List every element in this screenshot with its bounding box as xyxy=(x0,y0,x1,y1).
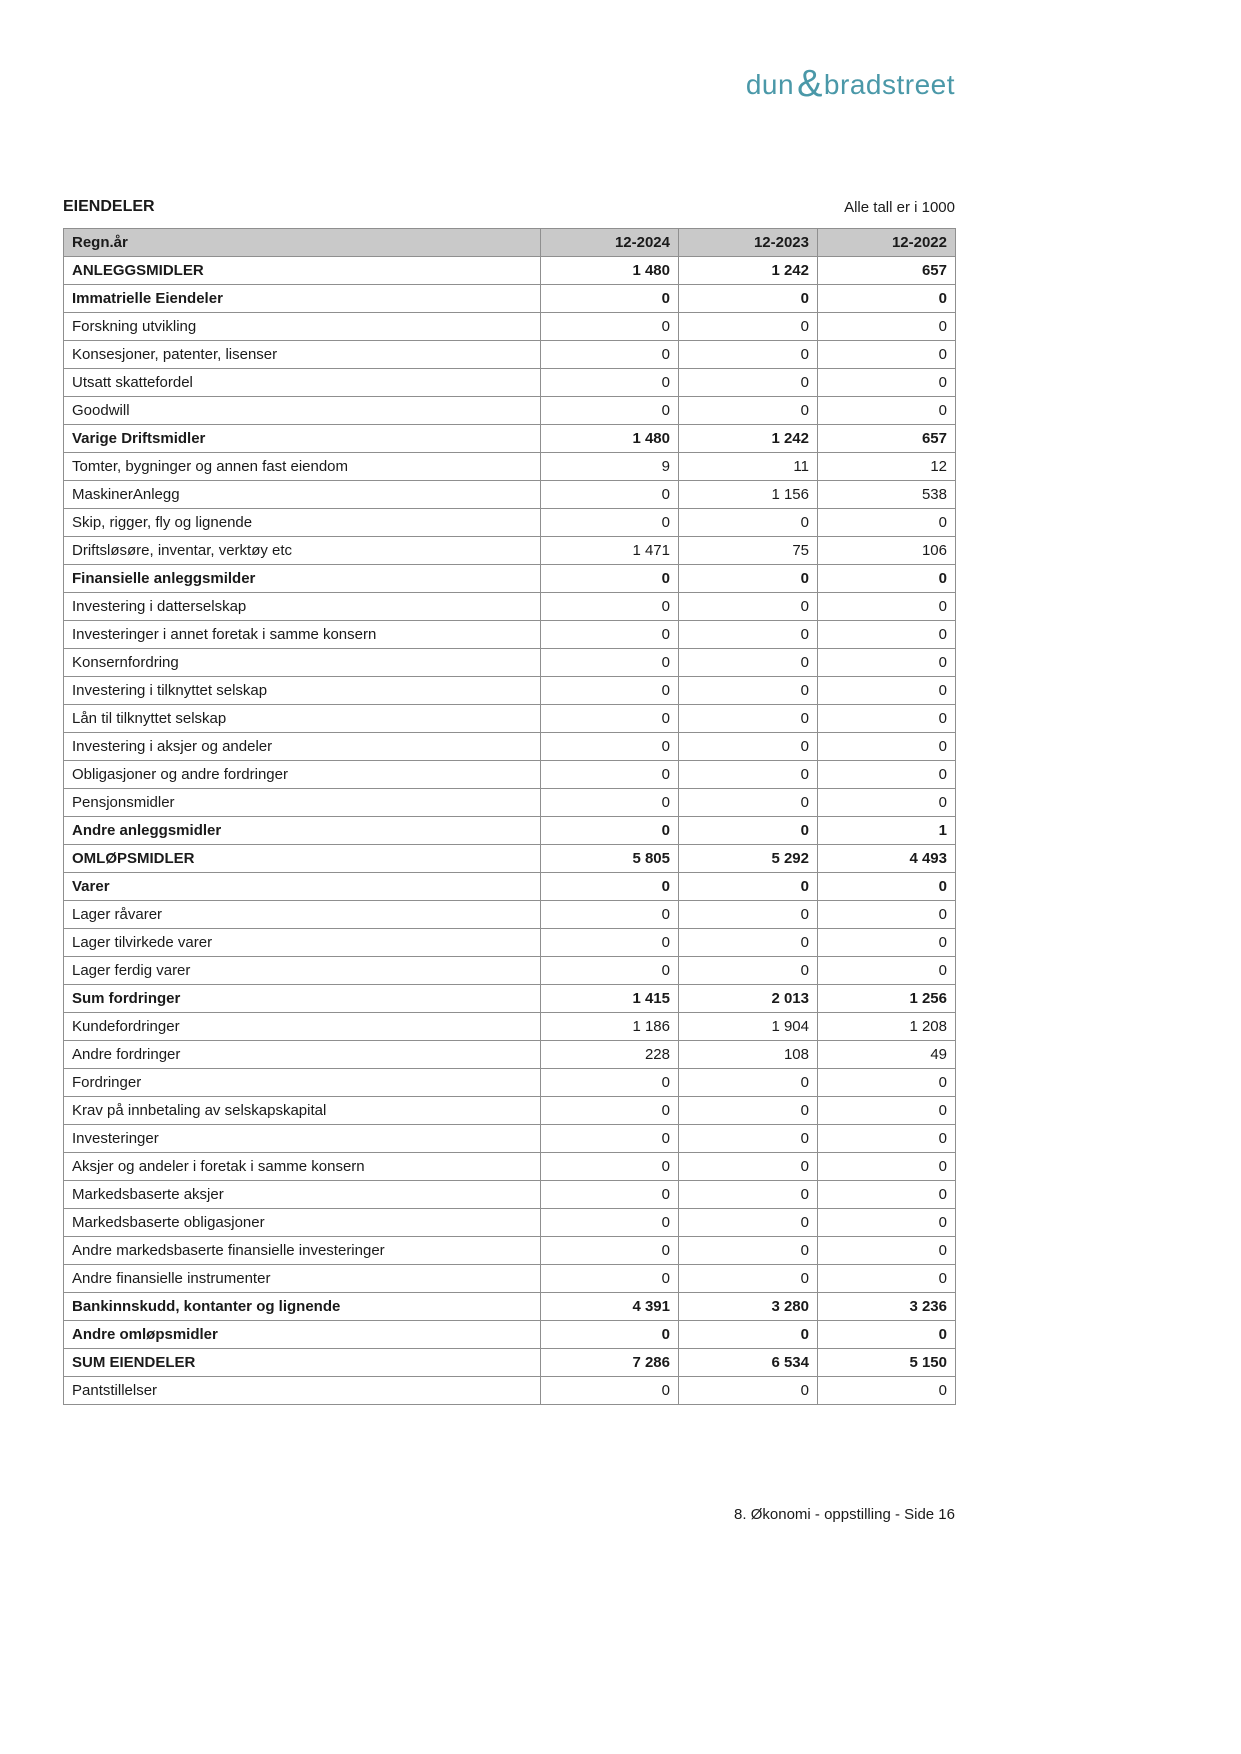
table-row xyxy=(64,705,956,733)
table-row xyxy=(64,1349,956,1377)
row-value: 0 xyxy=(541,901,679,929)
row-label: ANLEGGSMIDLER xyxy=(64,257,541,285)
row-value: 3 236 xyxy=(818,1293,956,1321)
row-value: 0 xyxy=(818,1265,956,1293)
row-value: 0 xyxy=(679,957,818,985)
row-label: Aksjer og andeler i foretak i samme konsern xyxy=(64,1153,541,1181)
column-header-2024: 12-2024 xyxy=(541,229,679,257)
row-label: Tomter, bygninger og annen fast eiendom xyxy=(64,453,541,481)
row-value: 0 xyxy=(818,649,956,677)
row-value: 657 xyxy=(818,257,956,285)
table-row xyxy=(64,1181,956,1209)
row-value: 0 xyxy=(541,1209,679,1237)
table-row xyxy=(64,817,956,845)
table-row xyxy=(64,257,956,285)
row-label: Markedsbaserte obligasjoner xyxy=(64,1209,541,1237)
table-row xyxy=(64,1125,956,1153)
row-label: Andre omløpsmidler xyxy=(64,1321,541,1349)
row-value: 0 xyxy=(818,1125,956,1153)
row-value: 0 xyxy=(541,481,679,509)
table-row xyxy=(64,1153,956,1181)
row-value: 0 xyxy=(541,733,679,761)
table-row xyxy=(64,565,956,593)
table-row xyxy=(64,481,956,509)
units-note: Alle tall er i 1000 xyxy=(844,199,955,216)
row-value: 0 xyxy=(679,1321,818,1349)
page-footer: 8. Økonomi - oppstilling - Side 16 xyxy=(734,1506,955,1523)
row-value: 1 415 xyxy=(541,985,679,1013)
row-label: Investering i datterselskap xyxy=(64,593,541,621)
row-label: Sum fordringer xyxy=(64,985,541,1013)
row-label: Andre markedsbaserte finansielle investeringer xyxy=(64,1237,541,1265)
row-label: Konsernfordring xyxy=(64,649,541,677)
row-label: Finansielle anleggsmilder xyxy=(64,565,541,593)
row-label: Markedsbaserte aksjer xyxy=(64,1181,541,1209)
row-label: Varer xyxy=(64,873,541,901)
table-row xyxy=(64,761,956,789)
row-value: 0 xyxy=(818,1181,956,1209)
dun-bradstreet-logo xyxy=(745,63,955,105)
row-value: 4 493 xyxy=(818,845,956,873)
row-value: 3 280 xyxy=(679,1293,818,1321)
row-value: 75 xyxy=(679,537,818,565)
table-row xyxy=(64,789,956,817)
table-row xyxy=(64,1097,956,1125)
row-value: 106 xyxy=(818,537,956,565)
row-value: 0 xyxy=(818,1377,956,1405)
row-value: 5 150 xyxy=(818,1349,956,1377)
row-value: 0 xyxy=(541,1237,679,1265)
table-row xyxy=(64,397,956,425)
row-label: Lån til tilknyttet selskap xyxy=(64,705,541,733)
row-value: 0 xyxy=(818,789,956,817)
table-row xyxy=(64,425,956,453)
row-value: 0 xyxy=(679,1265,818,1293)
row-value: 5 805 xyxy=(541,845,679,873)
row-label: Varige Driftsmidler xyxy=(64,425,541,453)
row-value: 1 xyxy=(818,817,956,845)
row-label: Andre finansielle instrumenter xyxy=(64,1265,541,1293)
row-value: 657 xyxy=(818,425,956,453)
section-title: EIENDELER xyxy=(63,198,155,215)
row-value: 0 xyxy=(679,341,818,369)
row-value: 0 xyxy=(818,313,956,341)
row-value: 1 480 xyxy=(541,425,679,453)
row-value: 1 242 xyxy=(679,425,818,453)
row-value: 0 xyxy=(541,649,679,677)
row-label: SUM EIENDELER xyxy=(64,1349,541,1377)
row-value: 0 xyxy=(679,313,818,341)
table-row xyxy=(64,1321,956,1349)
row-value: 9 xyxy=(541,453,679,481)
row-value: 0 xyxy=(818,369,956,397)
row-value: 0 xyxy=(818,1209,956,1237)
row-value: 0 xyxy=(818,397,956,425)
row-value: 0 xyxy=(541,761,679,789)
row-value: 0 xyxy=(679,285,818,313)
row-label: Fordringer xyxy=(64,1069,541,1097)
row-label: Forskning utvikling xyxy=(64,313,541,341)
row-value: 6 534 xyxy=(679,1349,818,1377)
row-value: 0 xyxy=(818,565,956,593)
row-value: 0 xyxy=(818,509,956,537)
row-value: 0 xyxy=(541,1181,679,1209)
table-body xyxy=(64,257,956,1405)
table-row xyxy=(64,733,956,761)
row-value: 0 xyxy=(818,901,956,929)
row-label: OMLØPSMIDLER xyxy=(64,845,541,873)
row-value: 0 xyxy=(541,1321,679,1349)
column-header-2023: 12-2023 xyxy=(679,229,818,257)
table-row xyxy=(64,873,956,901)
logo-word-dun: dun xyxy=(745,69,795,100)
row-value: 0 xyxy=(679,873,818,901)
table-row xyxy=(64,453,956,481)
row-value: 1 256 xyxy=(818,985,956,1013)
row-value: 0 xyxy=(541,285,679,313)
table-row xyxy=(64,957,956,985)
table-row xyxy=(64,901,956,929)
row-value: 0 xyxy=(818,1153,956,1181)
row-label: Pantstillelser xyxy=(64,1377,541,1405)
column-header-2022: 12-2022 xyxy=(818,229,956,257)
row-value: 0 xyxy=(679,397,818,425)
row-value: 0 xyxy=(818,341,956,369)
row-value: 0 xyxy=(679,901,818,929)
row-value: 0 xyxy=(679,369,818,397)
row-value: 0 xyxy=(679,789,818,817)
row-value: 0 xyxy=(679,1097,818,1125)
row-value: 228 xyxy=(541,1041,679,1069)
row-value: 0 xyxy=(818,285,956,313)
row-value: 0 xyxy=(818,873,956,901)
row-label: Driftsløsøre, inventar, verktøy etc xyxy=(64,537,541,565)
row-value: 0 xyxy=(679,593,818,621)
row-value: 0 xyxy=(679,677,818,705)
row-value: 0 xyxy=(818,621,956,649)
row-label: Investering i tilknyttet selskap xyxy=(64,677,541,705)
row-value: 0 xyxy=(541,705,679,733)
row-label: Bankinnskudd, kontanter og lignende xyxy=(64,1293,541,1321)
row-value: 0 xyxy=(679,1125,818,1153)
row-value: 0 xyxy=(541,789,679,817)
row-value: 0 xyxy=(541,1125,679,1153)
row-value: 1 186 xyxy=(541,1013,679,1041)
row-label: Krav på innbetaling av selskapskapital xyxy=(64,1097,541,1125)
table-row xyxy=(64,621,956,649)
balance-sheet-table xyxy=(63,228,956,1405)
row-value: 0 xyxy=(818,593,956,621)
table-row xyxy=(64,1069,956,1097)
row-label: Skip, rigger, fly og lignende xyxy=(64,509,541,537)
table-row xyxy=(64,537,956,565)
row-value: 0 xyxy=(541,1097,679,1125)
logo-word-bradstreet: bradstreet xyxy=(823,69,955,100)
row-value: 0 xyxy=(541,929,679,957)
table-row xyxy=(64,677,956,705)
row-value: 0 xyxy=(679,1237,818,1265)
row-value: 0 xyxy=(541,1265,679,1293)
row-value: 0 xyxy=(679,733,818,761)
table-row xyxy=(64,1041,956,1069)
row-label: Investering i aksjer og andeler xyxy=(64,733,541,761)
row-value: 0 xyxy=(818,1321,956,1349)
row-label: Immatrielle Eiendeler xyxy=(64,285,541,313)
row-label: Kundefordringer xyxy=(64,1013,541,1041)
row-value: 0 xyxy=(541,341,679,369)
row-value: 0 xyxy=(541,1153,679,1181)
row-value: 0 xyxy=(679,1069,818,1097)
row-label: Goodwill xyxy=(64,397,541,425)
row-label: Lager råvarer xyxy=(64,901,541,929)
row-value: 0 xyxy=(541,397,679,425)
row-value: 538 xyxy=(818,481,956,509)
row-value: 0 xyxy=(818,1069,956,1097)
row-value: 49 xyxy=(818,1041,956,1069)
row-value: 0 xyxy=(679,509,818,537)
row-value: 0 xyxy=(679,1181,818,1209)
table-row xyxy=(64,1237,956,1265)
table-row xyxy=(64,1293,956,1321)
table-row xyxy=(64,285,956,313)
row-label: Andre anleggsmidler xyxy=(64,817,541,845)
row-value: 0 xyxy=(541,677,679,705)
table-row xyxy=(64,341,956,369)
row-value: 0 xyxy=(679,929,818,957)
column-header-regnar: Regn.år xyxy=(64,229,541,257)
row-value: 0 xyxy=(679,817,818,845)
table-row xyxy=(64,369,956,397)
row-value: 0 xyxy=(818,677,956,705)
row-value: 0 xyxy=(541,509,679,537)
row-value: 4 391 xyxy=(541,1293,679,1321)
row-value: 2 013 xyxy=(679,985,818,1013)
table-row xyxy=(64,1209,956,1237)
row-value: 0 xyxy=(541,873,679,901)
row-value: 0 xyxy=(679,621,818,649)
row-value: 0 xyxy=(541,621,679,649)
row-value: 1 480 xyxy=(541,257,679,285)
row-label: Lager ferdig varer xyxy=(64,957,541,985)
row-value: 0 xyxy=(541,369,679,397)
row-label: Utsatt skattefordel xyxy=(64,369,541,397)
table-header-row xyxy=(64,229,956,257)
row-value: 0 xyxy=(679,1209,818,1237)
row-value: 0 xyxy=(818,929,956,957)
row-value: 0 xyxy=(679,649,818,677)
row-value: 0 xyxy=(541,593,679,621)
row-value: 0 xyxy=(541,817,679,845)
table-row xyxy=(64,929,956,957)
row-label: Lager tilvirkede varer xyxy=(64,929,541,957)
row-value: 11 xyxy=(679,453,818,481)
balance-sheet-table-wrap xyxy=(63,228,955,1405)
logo-ampersand-icon: & xyxy=(797,63,823,105)
row-label: Obligasjoner og andre fordringer xyxy=(64,761,541,789)
table-row xyxy=(64,845,956,873)
row-label: Konsesjoner, patenter, lisenser xyxy=(64,341,541,369)
table-row xyxy=(64,1265,956,1293)
row-value: 0 xyxy=(818,957,956,985)
table-row xyxy=(64,313,956,341)
row-value: 0 xyxy=(541,565,679,593)
table-row xyxy=(64,1013,956,1041)
table-row xyxy=(64,1377,956,1405)
row-value: 0 xyxy=(541,1069,679,1097)
row-value: 0 xyxy=(541,957,679,985)
row-value: 0 xyxy=(818,705,956,733)
row-label: Investeringer xyxy=(64,1125,541,1153)
table-row xyxy=(64,509,956,537)
title-row xyxy=(63,198,955,216)
table-row xyxy=(64,649,956,677)
row-value: 0 xyxy=(679,565,818,593)
row-value: 0 xyxy=(679,1153,818,1181)
row-value: 0 xyxy=(541,1377,679,1405)
table-row xyxy=(64,985,956,1013)
row-value: 0 xyxy=(679,1377,818,1405)
row-value: 0 xyxy=(818,1097,956,1125)
row-value: 1 471 xyxy=(541,537,679,565)
row-label: Pensjonsmidler xyxy=(64,789,541,817)
row-label: Andre fordringer xyxy=(64,1041,541,1069)
row-value: 1 208 xyxy=(818,1013,956,1041)
row-value: 12 xyxy=(818,453,956,481)
row-value: 5 292 xyxy=(679,845,818,873)
row-value: 0 xyxy=(679,761,818,789)
row-value: 0 xyxy=(679,705,818,733)
row-value: 1 156 xyxy=(679,481,818,509)
row-label: Investeringer i annet foretak i samme konsern xyxy=(64,621,541,649)
row-value: 7 286 xyxy=(541,1349,679,1377)
row-value: 0 xyxy=(818,733,956,761)
table-row xyxy=(64,593,956,621)
row-label: MaskinerAnlegg xyxy=(64,481,541,509)
row-value: 0 xyxy=(541,313,679,341)
row-value: 1 904 xyxy=(679,1013,818,1041)
row-value: 0 xyxy=(818,761,956,789)
row-value: 1 242 xyxy=(679,257,818,285)
row-value: 108 xyxy=(679,1041,818,1069)
row-value: 0 xyxy=(818,1237,956,1265)
